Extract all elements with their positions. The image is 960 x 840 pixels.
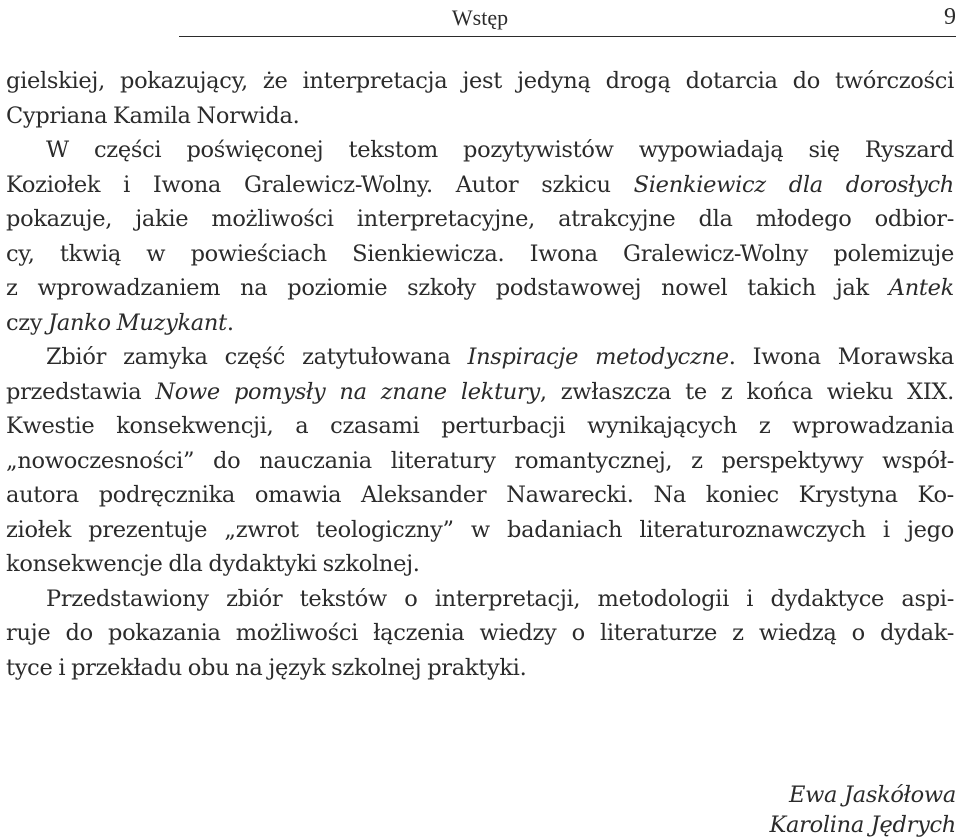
italic-title: Sienkiewicz dla dorosłych [633, 171, 954, 198]
text-line [6, 168, 954, 203]
signature-author-1: Ewa Jaskółowa [788, 782, 956, 808]
italic-title: Inspiracje metodyczne [467, 344, 729, 370]
text-span: . [226, 309, 234, 336]
text-span: Kwestie konsekwencji, a czasami perturbacji wynikających z wprowadzania [6, 413, 954, 439]
running-header-title: Wstęp [451, 5, 509, 30]
body-text [6, 64, 954, 685]
header-rule [179, 36, 956, 37]
text-span: Przedstawiony zbiór tekstów o interpretacji, metodologii i dydaktyce aspi- [46, 585, 954, 612]
text-span: , zwłaszcza te z końca wieku XIX. [539, 378, 954, 405]
text-span: z wprowadzaniem na poziomie szkoły podstawowej nowel takich jak [6, 275, 889, 301]
text-line [6, 547, 954, 582]
text-line [6, 616, 954, 651]
text-line [6, 271, 954, 306]
text-span: Cypriana Kamila Norwida. [6, 102, 300, 129]
page-number: 9 [944, 4, 956, 30]
italic-title: Nowe pomysły na znane lektury [155, 378, 540, 405]
text-span: Koziołek i Iwona Gralewicz-Wolny. Autor szkicu [6, 171, 634, 198]
text-line [6, 375, 954, 410]
italic-title: Antek [888, 275, 954, 301]
text-span: konsekwencje dla dydaktyki szkolnej. [6, 551, 420, 577]
text-span: czy [6, 309, 49, 336]
text-span: ziołek prezentuje „zwrot teologiczny” w badaniach literaturoznawczych i jego [6, 516, 954, 543]
text-line [6, 651, 954, 686]
text-line [6, 444, 954, 479]
text-span: ruje do pokazania możliwości łączenia wiedzy o literaturze z wiedzą o dydak- [6, 620, 954, 646]
text-line [6, 306, 954, 341]
text-line [6, 478, 954, 513]
text-line [6, 409, 954, 444]
text-span: cy, tkwią w powieściach Sienkiewicza. Iwona Gralewicz-Wolny polemizuje [6, 240, 954, 267]
text-span: gielskiej, pokazujący, że interpretacja jest jedyną drogą dotarcia do twórczości [6, 68, 954, 94]
text-line [6, 202, 954, 237]
signature-author-2: Karolina Jędrych [769, 812, 956, 838]
text-line [6, 340, 954, 375]
text-span: przedstawia [6, 378, 156, 405]
text-span: tyce i przekładu obu na język szkolnej praktyki. [6, 654, 527, 681]
signature-block [556, 780, 956, 840]
text-span: „nowoczesności” do nauczania literatury romantycznej, z perspektywy współ- [6, 447, 954, 474]
text-line [6, 64, 954, 99]
text-line [6, 513, 954, 548]
text-line [6, 99, 954, 134]
text-line [6, 237, 954, 272]
text-line [6, 133, 954, 168]
text-span: pokazuje, jakie możliwości interpretacyjne, atrakcyjne dla młodego odbior- [6, 206, 954, 232]
text-span: . Iwona Morawska [728, 344, 954, 370]
text-span: W części poświęconej tekstom pozytywistów wypowiadają się Ryszard [46, 137, 954, 163]
text-span: autora podręcznika omawia Aleksander Nawarecki. Na koniec Krystyna Ko- [6, 482, 954, 508]
text-line [6, 582, 954, 617]
italic-title: Janko Muzykant [48, 309, 227, 336]
text-span: Zbiór zamyka część zatytułowana [46, 344, 468, 370]
running-header [0, 0, 960, 40]
